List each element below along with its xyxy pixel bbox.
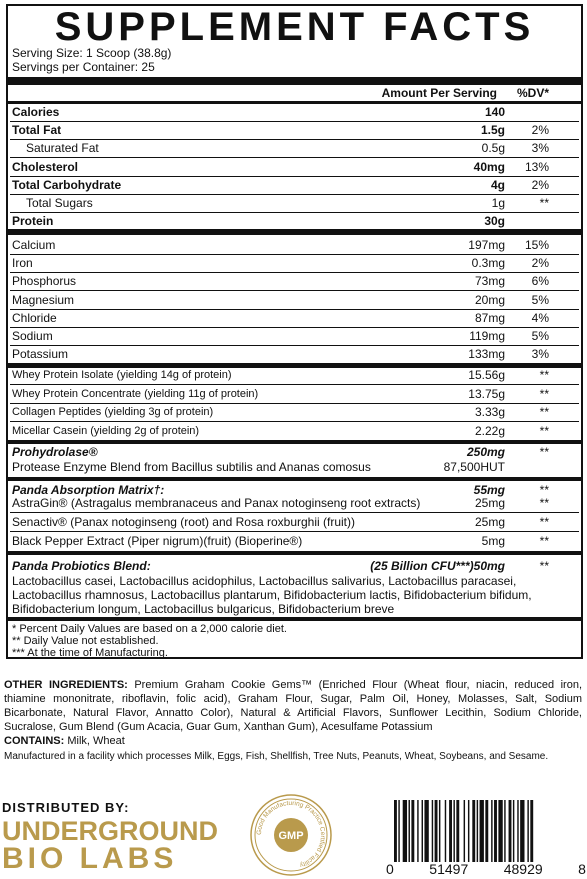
mineral-row	[12, 236, 577, 254]
footnote: * Percent Daily Values are based on a 2,000 calorie diet.	[12, 623, 287, 635]
barcode-bar	[464, 800, 465, 862]
prohydrolase-sub-label: Protease Enzyme Blend from Bacillus subtilis and Ananas comosus	[12, 460, 371, 474]
barcode-bar	[445, 800, 446, 862]
barcode-icon	[392, 800, 582, 862]
gmp-seal-icon	[250, 794, 332, 876]
distributed-by-label: DISTRIBUTED BY:	[2, 800, 130, 815]
other-ingredients-text: Premium Graham Cookie Gems™ (Enriched Flour (Wheat flour, niacin, reduced iron, thiamine mononitrate, riboflavin, folic acid), Graham Flour, Sugar, Palm Oil, Honey, Molasses, Salt, Sodium Bicarbonate, Natural Flavor, Annatto Color), Natural & Artificial Flavors, Sunflower Lecithin, Sodium Chloride, Sucralose, Gum Blend (Gum Acacia, Guar Gum, Xanthan Gum), Acesulfame Potassium	[4, 679, 582, 733]
nutrient-amount: 30g	[484, 214, 505, 229]
prohydrolase-dv: **	[539, 445, 549, 459]
nutrient-dv: **	[539, 496, 549, 510]
brand-logo-line1: UNDERGROUND	[2, 816, 218, 846]
seal-ring-text: Good Manufacturing Practice Certified Facility	[255, 799, 327, 869]
barcode-bar	[494, 800, 497, 862]
barcode-bar	[403, 800, 407, 862]
barcode-bar	[520, 800, 524, 862]
prohydrolase-label: Prohydrolase®	[12, 445, 98, 459]
mineral-row	[12, 291, 577, 309]
barcode-bar	[530, 800, 533, 862]
barcode-bar	[498, 800, 502, 862]
nutrient-amount: 73mg	[474, 274, 505, 289]
nutrient-label: Collagen Peptides (yielding 3g of protein)	[12, 406, 214, 419]
barcode-bar	[398, 800, 399, 862]
nutrient-amount: 20mg	[474, 292, 505, 307]
nutrient-label: Sodium	[12, 329, 53, 343]
nutrient-dv: 6%	[531, 274, 549, 289]
barcode-bar	[477, 800, 478, 862]
mineral-row	[12, 327, 577, 345]
nutrient-dv: 2%	[531, 256, 549, 271]
barcode-bar	[472, 800, 475, 862]
absorption-dv: **	[539, 483, 549, 497]
barcode-bar	[417, 800, 418, 862]
nutrient-label: Calories	[12, 105, 60, 119]
barcode-bar	[517, 800, 518, 862]
nutrient-amount: 87mg	[474, 310, 505, 325]
probiotic-strain-line: Lactobacillus rhamnosus, Lactobacillus plantarum, Bifidobacterium lactis, Bifidobacterium bifidum,	[12, 588, 532, 602]
prohydrolase-sub-amount: 87,500HUT	[443, 460, 505, 474]
nutrient-row	[12, 194, 577, 212]
nutrient-dv: 3%	[531, 347, 549, 362]
barcode-bar	[453, 800, 454, 862]
nutrient-row	[12, 121, 577, 139]
nutrient-row	[12, 176, 577, 194]
facility-statement: Manufactured in a facility which processes Milk, Eggs, Fish, Shellfish, Tree Nuts, Peanuts, Wheat, Soybeans, and Sesame.	[4, 751, 549, 762]
contains-text: Milk, Wheat	[64, 735, 125, 747]
barcode-digit: 48929	[503, 861, 543, 877]
nutrient-label: AstraGin® (Astragalus membranaceus and Panax notoginseng root extracts)	[12, 496, 421, 510]
absorption-label: Panda Absorption Matrix†:	[12, 483, 165, 497]
contains-label: CONTAINS:	[4, 735, 65, 747]
nutrient-label: Senactiv® (Panax notoginseng (root) and Rosa roxburghii (fruit))	[12, 515, 356, 529]
barcode-bar	[509, 800, 512, 862]
nutrient-label: Micellar Casein (yielding 2g of protein)	[12, 424, 200, 437]
nutrient-amount: 0.5g	[481, 141, 505, 156]
nutrient-dv: 15%	[524, 238, 549, 252]
probiotic-strain-line: Lactobacillus casei, Lactobacillus acidophilus, Lactobacillus salivarius, Lactobacillus paracasei,	[12, 574, 517, 588]
protein-row	[12, 366, 577, 384]
nutrient-label: Total Carbohydrate	[12, 177, 122, 192]
barcode-digits	[386, 861, 586, 877]
nutrient-row	[12, 158, 577, 176]
nutrient-amount: 4g	[490, 177, 505, 192]
barcode-bar	[468, 800, 469, 862]
barcode-bar	[480, 800, 484, 862]
thick-divider	[8, 551, 581, 555]
nutrient-label: Whey Protein Concentrate (yielding 11g of protein)	[12, 387, 259, 400]
nutrient-amount: 197mg	[468, 238, 505, 252]
nutrient-label: Iron	[12, 256, 33, 271]
nutrient-amount: 0.3mg	[471, 256, 505, 271]
barcode-bar	[394, 800, 397, 862]
nutrient-amount: 40mg	[473, 159, 505, 174]
nutrient-amount: 13.75g	[468, 386, 505, 401]
other-ingredients-label: OTHER INGREDIENTS:	[4, 679, 128, 691]
nutrient-label: Total Fat	[12, 123, 62, 138]
nutrient-label: Calcium	[12, 238, 56, 252]
supplement-facts-panel	[6, 4, 583, 659]
footnote: *** At the time of Manufacturing.	[12, 647, 168, 659]
nutrient-row	[12, 212, 577, 230]
barcode-bar	[435, 800, 438, 862]
nutrient-row	[12, 139, 577, 157]
column-header	[12, 84, 577, 102]
nutrient-dv: 3%	[531, 141, 549, 156]
servings-per-container: Servings per Container: 25	[12, 60, 155, 74]
barcode-bar	[432, 800, 433, 862]
barcode-bar	[424, 800, 428, 862]
mineral-row	[12, 309, 577, 327]
panel-title: SUPPLEMENT FACTS	[54, 5, 535, 49]
nutrient-label: Total Sugars	[26, 196, 93, 210]
nutrient-label: Black Pepper Extract (Piper nigrum)(fruit) (Bioperine®)	[12, 534, 303, 548]
nutrient-dv: **	[539, 534, 549, 548]
mineral-row	[12, 345, 577, 363]
mineral-row	[12, 272, 577, 290]
nutrient-amount: 25mg	[474, 496, 505, 510]
barcode-digit: 51497	[429, 861, 469, 877]
nutrient-label: Potassium	[12, 347, 69, 362]
probiotic-strain-line: Bifidobacterium longum, Lactobacillus bulgaricus, Bifidobacterium breve	[12, 602, 395, 616]
protein-row	[12, 422, 577, 440]
nutrient-dv: **	[539, 515, 549, 529]
nutrient-dv: 5%	[531, 329, 549, 343]
absorption-amount: 55mg	[473, 483, 505, 497]
prohydrolase-amount: 250mg	[466, 445, 505, 459]
nutrient-dv: 2%	[531, 123, 549, 138]
nutrient-dv: **	[539, 405, 549, 420]
absorption-item-row	[12, 532, 577, 550]
barcode-bar	[409, 800, 410, 862]
dv-header: %DV*	[516, 86, 549, 100]
seal-center-text: GMP	[278, 830, 304, 842]
barcode-digit: 0	[386, 861, 394, 877]
probiotics-dv: **	[539, 559, 549, 573]
barcode-digit: 8	[578, 861, 586, 877]
nutrient-dv: **	[539, 423, 549, 438]
probiotics-row	[12, 557, 577, 575]
thick-divider	[8, 229, 581, 235]
absorption-item-row	[12, 494, 577, 512]
barcode-bar	[449, 800, 452, 862]
nutrient-dv: **	[539, 368, 549, 382]
nutrient-row	[12, 103, 577, 121]
thick-divider	[8, 617, 581, 621]
barcode-bar	[411, 800, 414, 862]
nutrient-label: Cholesterol	[12, 159, 79, 174]
brand-logo-line2: BIO LABS	[2, 842, 178, 875]
amount-header: Amount Per Serving	[381, 86, 497, 100]
nutrient-amount: 119mg	[469, 329, 505, 343]
serving-size: Serving Size: 1 Scoop (38.8g)	[12, 46, 172, 60]
footnote: ** Daily Value not established.	[12, 635, 159, 647]
nutrient-amount: 133mg	[468, 347, 505, 362]
probiotics-label: Panda Probiotics Blend:	[12, 559, 151, 573]
nutrient-amount: 25mg	[474, 515, 505, 529]
protein-row	[12, 385, 577, 403]
nutrient-label: Whey Protein Isolate (yielding 14g of protein)	[12, 369, 232, 381]
barcode-bar	[527, 800, 528, 862]
probiotics-amount: (25 Billion CFU***)50mg	[370, 559, 505, 573]
nutrient-label: Chloride	[12, 310, 57, 325]
protein-row	[12, 403, 577, 421]
absorption-item-row	[12, 513, 577, 531]
nutrient-dv: 13%	[524, 159, 549, 174]
nutrient-amount: 1.5g	[480, 123, 505, 138]
nutrient-amount: 5mg	[481, 534, 505, 548]
nutrient-label: Phosphorus	[12, 274, 77, 289]
other-ingredients	[4, 678, 582, 734]
barcode-bar	[439, 800, 440, 862]
nutrient-dv: **	[539, 196, 549, 210]
nutrient-dv: **	[539, 386, 549, 401]
nutrient-amount: 1g	[491, 196, 505, 210]
barcode-bar	[485, 800, 488, 862]
nutrient-label: Protein	[12, 214, 54, 229]
barcode-bar	[513, 800, 514, 862]
nutrient-label: Saturated Fat	[26, 141, 99, 156]
contains	[4, 734, 125, 748]
nutrient-amount: 140	[484, 105, 505, 119]
nutrient-amount: 15.56g	[468, 368, 505, 382]
barcode-bar	[422, 800, 423, 862]
nutrient-dv: 4%	[531, 310, 549, 325]
nutrient-dv: 5%	[531, 292, 549, 307]
nutrient-amount: 2.22g	[474, 423, 505, 438]
nutrient-dv: 2%	[531, 177, 549, 192]
nutrient-label: Magnesium	[12, 292, 75, 307]
barcode-bar	[456, 800, 459, 862]
barcode-bar	[504, 800, 505, 862]
mineral-row	[12, 254, 577, 272]
barcode-bar	[491, 800, 492, 862]
nutrient-amount: 3.33g	[474, 405, 505, 420]
prohydrolase-sub-row	[12, 458, 577, 476]
